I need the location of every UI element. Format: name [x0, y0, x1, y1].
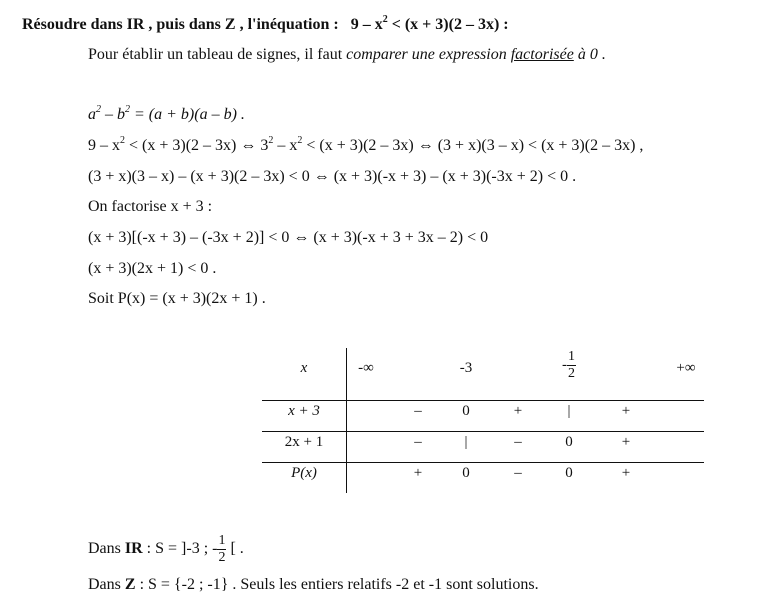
sign-cell: –: [414, 434, 422, 450]
row-label: P(x): [291, 465, 317, 481]
header-variable: x: [300, 360, 308, 376]
table-rule: [262, 431, 704, 432]
real-numbers-symbol: IR: [124, 540, 143, 558]
sign-cell: +: [513, 403, 523, 419]
solution-integers: Dans Z : S = {-2 ; -1} . Seuls les entiers relatifs -2 et -1 sont solutions.: [88, 576, 539, 593]
sign-cell: +: [413, 465, 423, 481]
real-numbers-symbol: IR: [126, 16, 145, 33]
sign-cell: +: [621, 434, 631, 450]
step-4: (x + 3)(2x + 1) < 0 .: [88, 260, 217, 277]
value-cell: 0: [462, 465, 470, 481]
table-rule: [262, 400, 704, 401]
step-3: (x + 3)[(-x + 3) – (-3x + 2)] < 0 ⇔ (x + 3)(-x + 3 + 3x – 2) < 0: [88, 229, 489, 246]
value-cell: 0: [565, 465, 573, 481]
value-cell: 0: [565, 434, 573, 450]
header-minus-infinity: -∞: [358, 360, 374, 376]
table-rule: [262, 462, 704, 463]
intro-text: Pour établir un tableau de signes, il faut comparer une expression factorisée à 0 .: [88, 46, 606, 63]
step-2: (3 + x)(3 – x) – (x + 3)(2 – 3x) < 0 ⇔ (x + 3)(-x + 3) – (x + 3)(-3x + 2) < 0 .: [88, 168, 577, 185]
identity-line: $a^2 - b^2 = (a + b)(a - b)$ .: [88, 104, 245, 123]
sign-cell: –: [514, 434, 522, 450]
sign-cell: +: [621, 465, 631, 481]
solution-real: Dans IR : S = ]-3 ; - $\frac{1}{2}$ [ .: [88, 533, 244, 565]
value-cell: |: [567, 403, 571, 419]
value-cell: |: [464, 434, 468, 450]
table-vertical-rule: [346, 348, 347, 493]
factor-label: On factorise x + 3 :: [88, 198, 213, 215]
sign-cell: +: [621, 403, 631, 419]
value-cell: 0: [462, 403, 470, 419]
inequation: $9 - x^2 < (x + 3)(2 - 3x)$ :: [350, 14, 509, 33]
sign-cell: –: [414, 403, 422, 419]
header-root-1: -3: [459, 360, 473, 376]
row-label: x + 3: [288, 403, 320, 419]
step-1: $9 - x^2 < (x + 3)(2 - 3x)$ ⇔ $3^2 - x^2 < (x + 3)(2 - 3x)$ ⇔ (3 + x)(3 – x) < (x + 3)(2 – 3x) ,: [88, 135, 644, 154]
row-label: 2x + 1: [284, 434, 324, 450]
define-p: Soit P(x) = (x + 3)(2x + 1) .: [88, 290, 266, 307]
header-plus-infinity: +∞: [676, 360, 696, 376]
integers-symbol: Z: [224, 16, 236, 33]
sign-cell: –: [514, 465, 522, 481]
problem-statement: Résoudre dans IR , puis dans Z , l'inéquation : $9 - x^2 < (x + 3)(2 - 3x)$ :: [22, 14, 509, 33]
header-root-2: - $\frac{1}{2}$: [562, 349, 575, 381]
integers-symbol: Z: [124, 576, 136, 593]
